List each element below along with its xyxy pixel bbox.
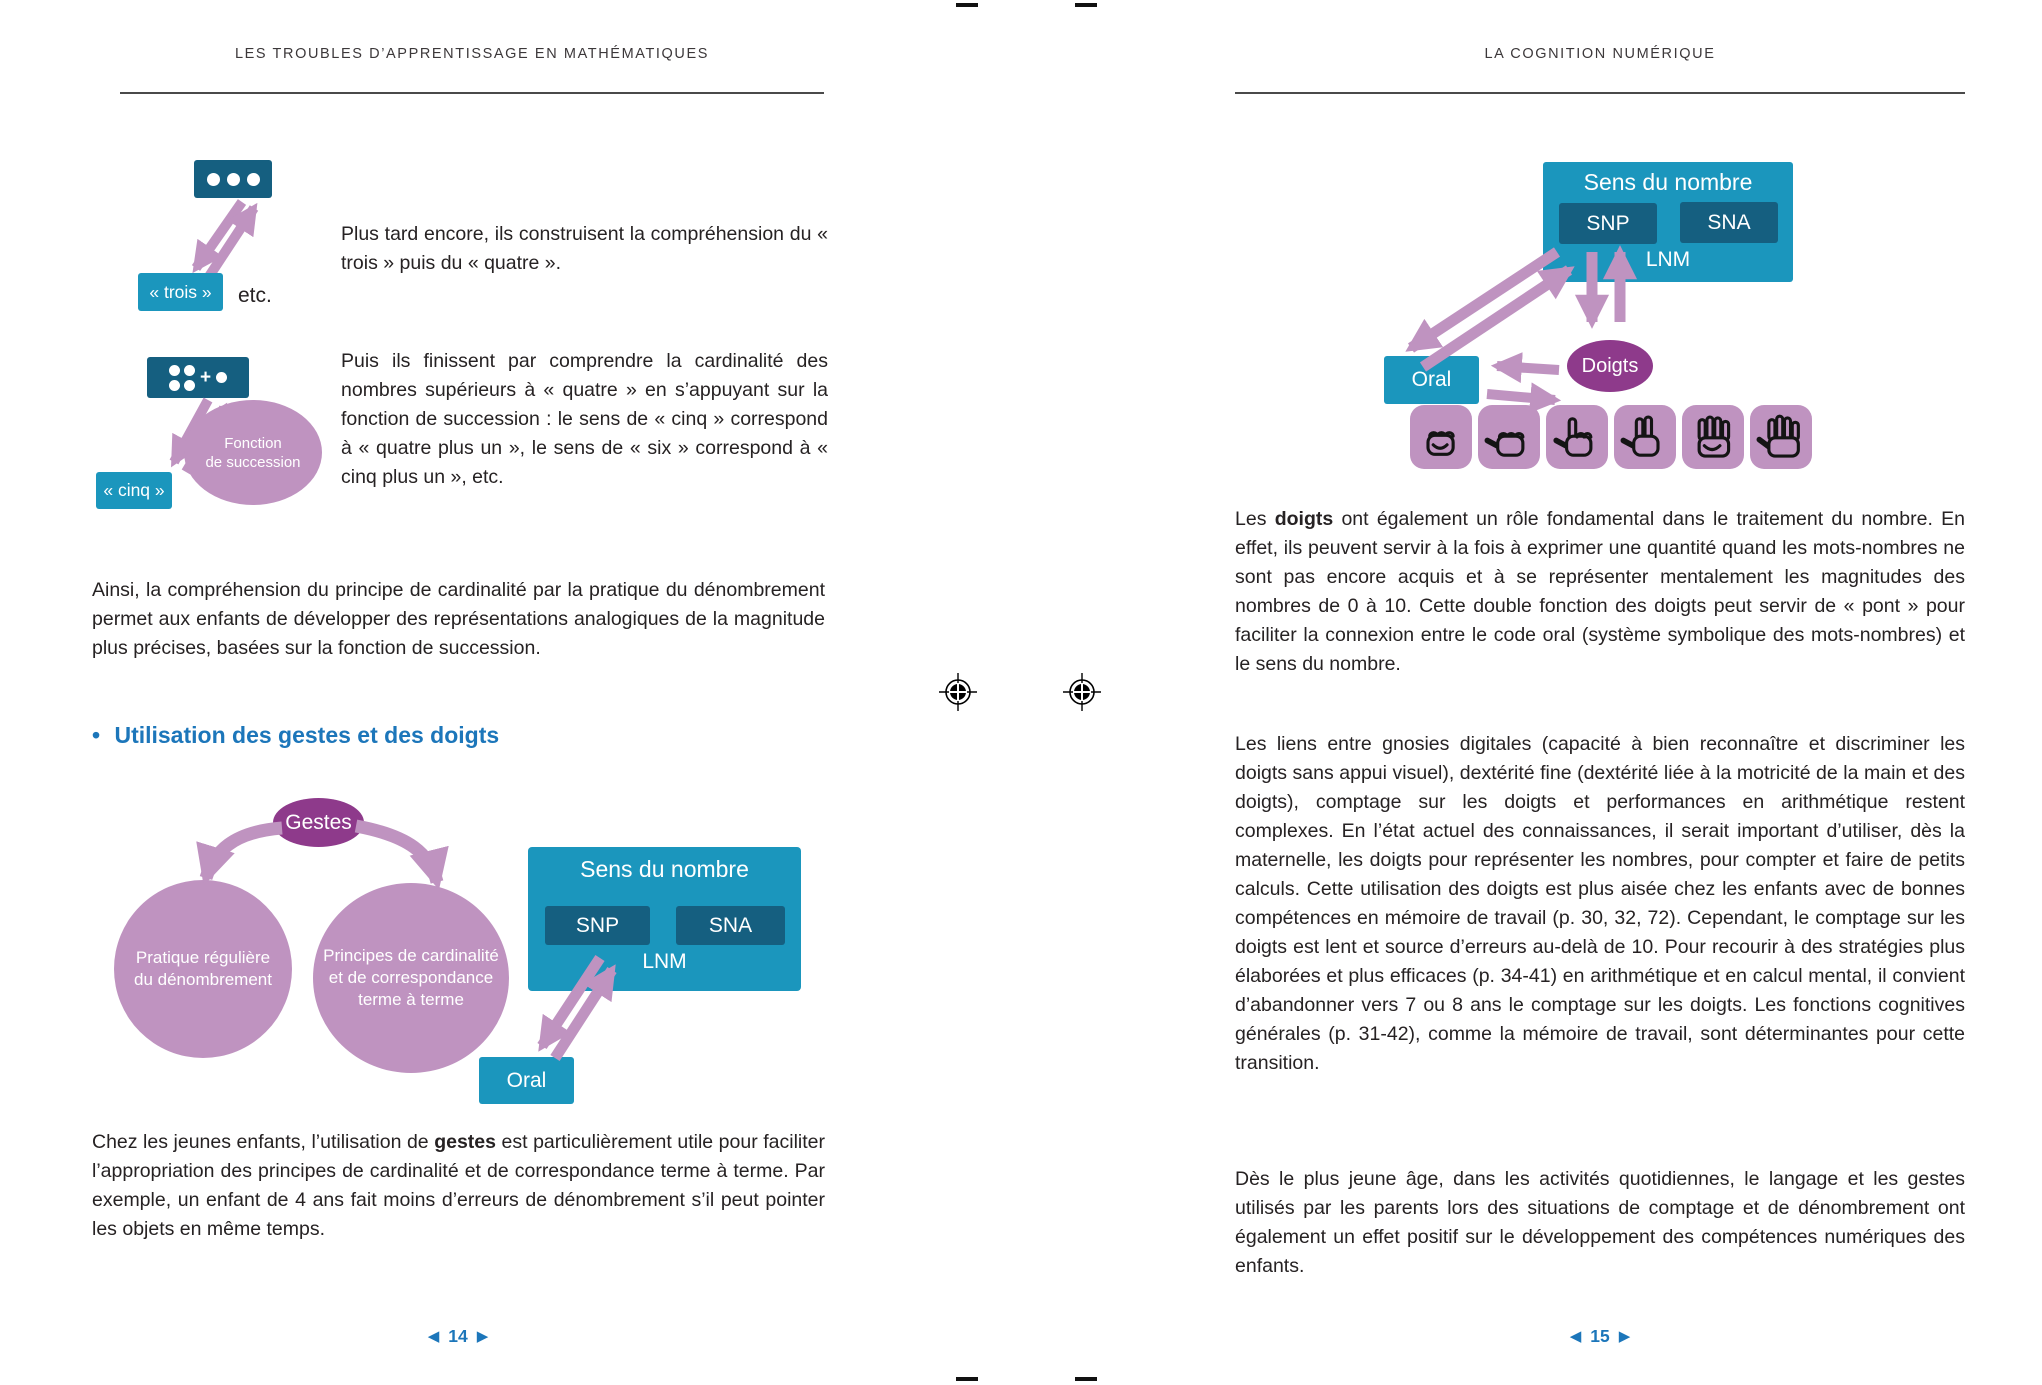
snp-box: SNP xyxy=(545,906,650,945)
caption-trois: Plus tard encore, ils construisent la compréhension du « trois » puis du « quatre ». xyxy=(341,223,828,274)
lnm-label: LNM xyxy=(1645,248,1691,271)
ellipse-line1: Fonction xyxy=(224,434,282,452)
paragraph-chez-post: est particulièrement utile pour faciliter l’appropriation des principes de cardinalité et de correspondance terme à terme. Par exemple, un enfant de 4 ans fait moins d’erreurs de dénombrement s’il peut pointer les objets en même temps. xyxy=(92,1131,825,1240)
gestes-diagram xyxy=(92,790,812,1120)
plus-sign: + xyxy=(199,367,212,388)
word-trois-box: « trois » xyxy=(138,273,223,311)
paragraph-doigts-post: ont également un rôle fondamental dans le traitement du nombre. En effet, ils peuvent servir à la fois à exprimer une quantité quand les mots-nombres ne sont pas encore acquis et à se représenter mentalement les magnitudes des nombres de 0 à 10. Cette double fonction des doigts peut servir de « pont » pour faciliter la connexion entre le code oral (système symbolique des mots-nombres) et le sens du nombre. xyxy=(1235,508,1965,675)
left-head-rule xyxy=(120,92,824,94)
four-plus-one-dots-box xyxy=(147,357,249,398)
left-running-head: LES TROUBLES D’APPRENTISSAGE EN MATHÉMATIQUES xyxy=(234,46,710,62)
oral-box: Oral xyxy=(1384,356,1479,404)
left-page-number: 14 xyxy=(448,1326,468,1346)
dot-icon xyxy=(184,365,195,376)
hand-icon-thumb-1 xyxy=(1478,405,1540,469)
snp-box: SNP xyxy=(1559,203,1657,244)
paragraph-chez-pre: Chez les jeunes enfants, l’utilisation de xyxy=(92,1131,435,1153)
dot-icon xyxy=(207,173,220,186)
dot-icon xyxy=(169,380,180,391)
sna-box: SNA xyxy=(676,906,785,945)
hand-icon-two-2 xyxy=(1546,405,1608,469)
crop-mark xyxy=(956,3,978,7)
three-dots-box xyxy=(194,160,272,198)
paragraph-chez xyxy=(92,1128,825,1244)
paragraph-doigts-pre: Les xyxy=(1235,508,1275,530)
crop-mark xyxy=(1075,3,1097,7)
oral-box: Oral xyxy=(479,1057,574,1104)
hand-icon-four-4 xyxy=(1682,405,1744,469)
crop-mark xyxy=(1075,1377,1097,1381)
paragraph-doigts xyxy=(1235,505,1965,679)
paragraph-liens: Les liens entre gnosies digitales (capacité à bien reconnaître et discriminer les doigts sans appui visuel), dextérité fine (dextérité liée à la motricité de la main et des doigts), comptage sur les doigts et performances en arithmétique restent complexes. En l’état actuel des connaissances, il serait important d’utiliser, dès la maternelle, les doigts pour représenter les nombres, pour compter et faire de petits calculs. Cette utilisation des doigts est plus aisée chez les enfants avec de bonnes compétences en mémoire de travail (p. 30, 32, 72). Cependant, le comptage sur les doigts est lent et source d’erreurs au-delà de 10. Pour recourir à des stratégies plus élaborées et plus efficaces (p. 34-41) en arithmétique et en calcul mental, il convient d’abandonner vers 7 ou 8 ans le comptage sur les doigts. Les fonctions cognitives générales (p. 31-42), comme la mémoire de travail, sont déterminantes pour cette transition. xyxy=(1235,733,1965,1074)
section-heading-text: Utilisation des gestes et des doigts xyxy=(114,722,500,748)
crop-mark xyxy=(956,1377,978,1381)
ellipse-line2: de succession xyxy=(205,453,301,471)
four-dots-grid xyxy=(169,365,195,391)
next-page-icon: ▶ xyxy=(1618,1327,1631,1346)
etc-label: etc. xyxy=(238,284,272,307)
finger-counting-row xyxy=(1410,405,1812,469)
dot-icon xyxy=(184,380,195,391)
word-cinq-box: « cinq » xyxy=(96,472,172,509)
prev-page-icon: ◀ xyxy=(1569,1327,1582,1346)
sens-du-nombre-title: Sens du nombre xyxy=(580,856,749,882)
caption-cinq: Puis ils finissent par comprendre la cardinalité des nombres supérieurs à « quatre » en s’appuyant sur la fonction de succession : le sens de « cinq » correspond à « quatre plus un », le sens de « six » correspond à « cinq plus un », etc. xyxy=(341,350,828,488)
lnm-label: LNM xyxy=(642,950,687,973)
circle-pratique: Pratique régulière du dénombrement xyxy=(114,880,292,1058)
right-head-rule xyxy=(1235,92,1965,94)
right-running-head: LA COGNITION NUMÉRIQUE xyxy=(1484,46,1716,62)
left-page-footer xyxy=(388,1328,528,1346)
registration-mark-icon xyxy=(938,672,978,712)
paragraph-des: Dès le plus jeune âge, dans les activités quotidiennes, le langage et les gestes utilisés par les parents lors des situations de comptage et de dénombrement ont également un effet positif sur le développement des compétences numériques des enfants. xyxy=(1235,1168,1965,1277)
hand-icon-fist-0 xyxy=(1410,405,1472,469)
paragraph-doigts-bold: doigts xyxy=(1274,508,1334,530)
prev-page-icon: ◀ xyxy=(427,1327,440,1346)
right-page-number: 15 xyxy=(1590,1326,1610,1346)
bullet-icon: • xyxy=(92,722,101,748)
paragraph-ainsi: Ainsi, la compréhension du principe de cardinalité par la pratique du dénombrement permet aux enfants de développer des représentations analogiques de la magnitude plus précises, basées sur la fonction de succession. xyxy=(92,579,825,659)
circle-principes: Principes de cardinalité et de correspondance terme à terme xyxy=(313,883,509,1073)
dot-icon xyxy=(216,372,227,383)
hand-icon-five-5 xyxy=(1750,405,1812,469)
section-heading xyxy=(92,722,499,749)
gestes-ellipse: Gestes xyxy=(273,798,364,847)
next-page-icon: ▶ xyxy=(476,1327,489,1346)
dot-icon xyxy=(227,173,240,186)
doigts-ellipse: Doigts xyxy=(1567,340,1653,392)
doigts-diagram xyxy=(1235,120,1975,480)
dot-icon xyxy=(247,173,260,186)
right-page-footer xyxy=(1530,1328,1670,1346)
registration-mark-icon xyxy=(1062,672,1102,712)
sna-box: SNA xyxy=(1680,202,1778,243)
hand-icon-three-3 xyxy=(1614,405,1676,469)
dot-icon xyxy=(169,365,180,376)
paragraph-chez-bold: gestes xyxy=(434,1131,496,1153)
sens-du-nombre-title: Sens du nombre xyxy=(1583,169,1753,195)
fonction-succession-ellipse xyxy=(184,400,322,505)
